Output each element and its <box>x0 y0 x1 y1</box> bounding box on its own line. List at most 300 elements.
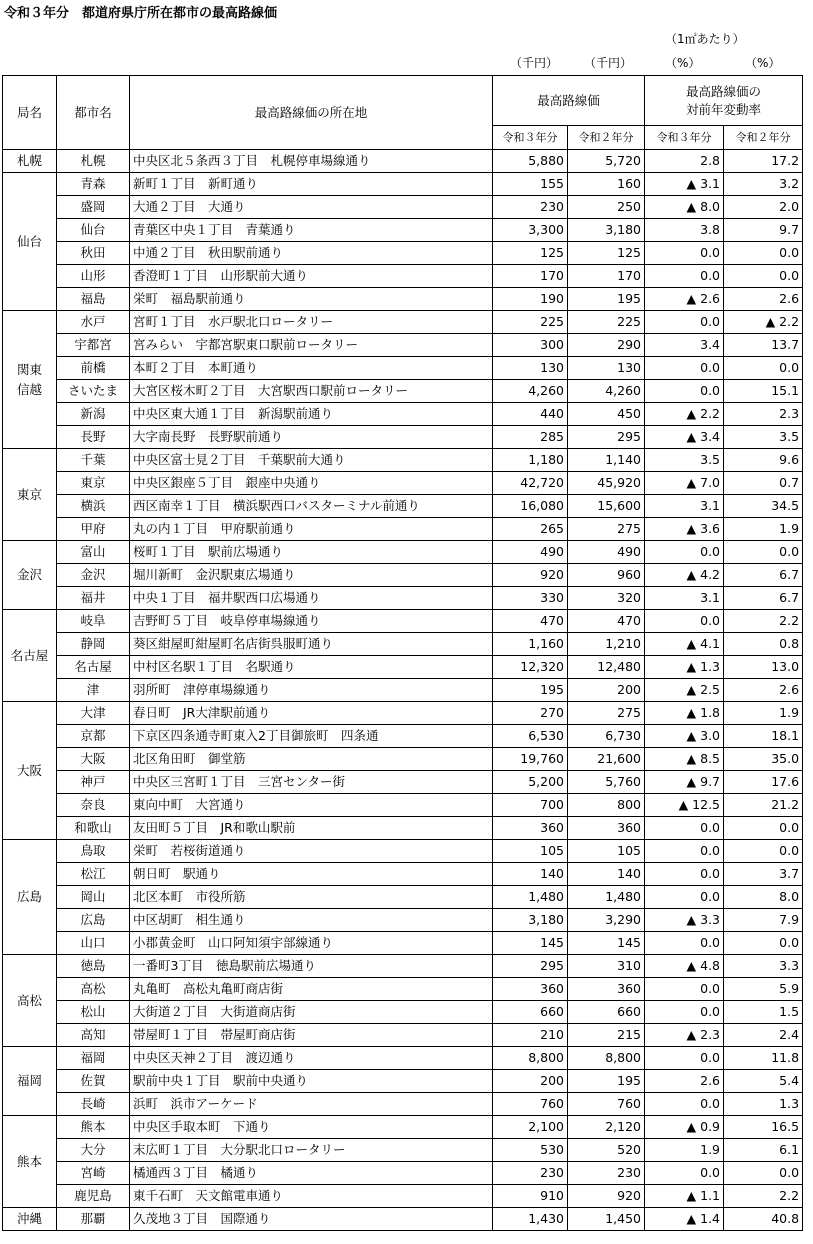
price-r3-cell: 230 <box>493 1162 568 1185</box>
price-r2-cell: 195 <box>568 288 645 311</box>
location-cell: 中央１丁目 福井駅西口広場通り <box>130 587 493 610</box>
table-row <box>3 495 803 518</box>
change-r3-cell: 3.1 <box>645 587 724 610</box>
location-cell: 新町１丁目 新町通り <box>130 173 493 196</box>
price-r2-cell: 310 <box>568 955 645 978</box>
location-cell: 丸の内１丁目 甲府駅前通り <box>130 518 493 541</box>
change-r3-cell: 1.9 <box>645 1139 724 1162</box>
price-r3-cell: 760 <box>493 1093 568 1116</box>
header-change-r3: 令和３年分 <box>645 126 724 150</box>
location-cell: 朝日町 駅通り <box>130 863 493 886</box>
table-row <box>3 748 803 771</box>
location-cell: 中央区東大通１丁目 新潟駅前通り <box>130 403 493 426</box>
bureau-cell: 金沢 <box>3 541 57 610</box>
location-cell: 橘通西３丁目 橘通り <box>130 1162 493 1185</box>
table-row <box>3 656 803 679</box>
table-row <box>3 1162 803 1185</box>
change-r2-cell: 35.0 <box>724 748 803 771</box>
change-r2-cell: 2.2 <box>724 1185 803 1208</box>
change-r3-cell: 0.0 <box>645 311 724 334</box>
city-cell: 奈良 <box>57 794 130 817</box>
bureau-cell: 仙台 <box>3 173 57 311</box>
price-r3-cell: 210 <box>493 1024 568 1047</box>
change-r2-cell: 9.7 <box>724 219 803 242</box>
change-r3-cell: ▲ 1.8 <box>645 702 724 725</box>
price-r2-cell: 1,210 <box>568 633 645 656</box>
change-r3-cell: ▲ 1.1 <box>645 1185 724 1208</box>
price-r2-cell: 45,920 <box>568 472 645 495</box>
unit-per-area: （1㎡あたり） <box>665 32 745 46</box>
city-cell: 徳島 <box>57 955 130 978</box>
table-row <box>3 1093 803 1116</box>
change-r2-cell: 0.0 <box>724 357 803 380</box>
table-row <box>3 518 803 541</box>
location-cell: 中村区名駅１丁目 名駅通り <box>130 656 493 679</box>
change-r3-cell: 3.5 <box>645 449 724 472</box>
price-r3-cell: 1,430 <box>493 1208 568 1231</box>
bureau-cell: 東京 <box>3 449 57 541</box>
city-cell: 福井 <box>57 587 130 610</box>
city-cell: 大阪 <box>57 748 130 771</box>
header-price-r2: 令和２年分 <box>568 126 645 150</box>
change-r3-cell: ▲ 3.6 <box>645 518 724 541</box>
table-row <box>3 955 803 978</box>
table-row <box>3 817 803 840</box>
change-r2-cell: 21.2 <box>724 794 803 817</box>
price-r3-cell: 42,720 <box>493 472 568 495</box>
price-r3-cell: 130 <box>493 357 568 380</box>
change-r2-cell: 2.4 <box>724 1024 803 1047</box>
price-r2-cell: 200 <box>568 679 645 702</box>
location-cell: 中央区銀座５丁目 銀座中央通り <box>130 472 493 495</box>
table-row <box>3 311 803 334</box>
change-r2-cell: 16.5 <box>724 1116 803 1139</box>
location-cell: 西区南幸１丁目 横浜駅西口バスターミナル前通り <box>130 495 493 518</box>
location-cell: 北区角田町 御堂筋 <box>130 748 493 771</box>
city-cell: 広島 <box>57 909 130 932</box>
change-r3-cell: ▲ 4.1 <box>645 633 724 656</box>
change-r2-cell: 2.6 <box>724 288 803 311</box>
change-r2-cell: 0.0 <box>724 242 803 265</box>
price-r3-cell: 6,530 <box>493 725 568 748</box>
table-row <box>3 932 803 955</box>
price-r3-cell: 270 <box>493 702 568 725</box>
price-r2-cell: 105 <box>568 840 645 863</box>
change-r3-cell: 0.0 <box>645 1093 724 1116</box>
city-cell: 鹿児島 <box>57 1185 130 1208</box>
price-r3-cell: 19,760 <box>493 748 568 771</box>
price-r3-cell: 530 <box>493 1139 568 1162</box>
price-r2-cell: 760 <box>568 1093 645 1116</box>
change-r3-cell: ▲ 2.6 <box>645 288 724 311</box>
location-cell: 本町２丁目 本町通り <box>130 357 493 380</box>
city-cell: 名古屋 <box>57 656 130 679</box>
change-r3-cell: 3.8 <box>645 219 724 242</box>
table-row <box>3 1208 803 1231</box>
table-row <box>3 840 803 863</box>
change-r2-cell: 2.3 <box>724 403 803 426</box>
change-r2-cell: 13.7 <box>724 334 803 357</box>
table-body <box>3 150 803 1231</box>
table-row <box>3 403 803 426</box>
city-cell: 水戸 <box>57 311 130 334</box>
table-row <box>3 1001 803 1024</box>
price-r3-cell: 300 <box>493 334 568 357</box>
table-row <box>3 242 803 265</box>
header-change <box>645 76 803 126</box>
table-row <box>3 196 803 219</box>
location-cell: 中区胡町 相生通り <box>130 909 493 932</box>
location-cell: 浜町 浜市アーケード <box>130 1093 493 1116</box>
table-row <box>3 150 803 173</box>
change-r2-cell: 2.6 <box>724 679 803 702</box>
change-r3-cell: 0.0 <box>645 886 724 909</box>
change-r3-cell: ▲ 7.0 <box>645 472 724 495</box>
location-cell: 下京区四条通寺町東入2丁目御旅町 四条通 <box>130 725 493 748</box>
city-cell: 静岡 <box>57 633 130 656</box>
location-cell: 一番町3丁目 徳島駅前広場通り <box>130 955 493 978</box>
change-r3-cell: ▲ 1.3 <box>645 656 724 679</box>
header-city: 都市名 <box>57 76 130 150</box>
header-price-r3: 令和３年分 <box>493 126 568 150</box>
change-r3-cell: ▲ 0.9 <box>645 1116 724 1139</box>
city-cell: 東京 <box>57 472 130 495</box>
price-r3-cell: 105 <box>493 840 568 863</box>
change-r3-cell: ▲ 8.0 <box>645 196 724 219</box>
price-r3-cell: 195 <box>493 679 568 702</box>
change-r2-cell: 9.6 <box>724 449 803 472</box>
price-r3-cell: 16,080 <box>493 495 568 518</box>
change-r2-cell: 1.9 <box>724 702 803 725</box>
location-cell: 青葉区中央１丁目 青葉通り <box>130 219 493 242</box>
table-row <box>3 1185 803 1208</box>
price-r2-cell: 140 <box>568 863 645 886</box>
city-cell: 前橋 <box>57 357 130 380</box>
city-cell: 千葉 <box>57 449 130 472</box>
location-cell: 大字南長野 長野駅前通り <box>130 426 493 449</box>
price-r2-cell: 250 <box>568 196 645 219</box>
table-row <box>3 725 803 748</box>
city-cell: 秋田 <box>57 242 130 265</box>
bureau-cell: 福岡 <box>3 1047 57 1116</box>
price-r3-cell: 3,300 <box>493 219 568 242</box>
change-r2-cell: 3.7 <box>724 863 803 886</box>
table-row <box>3 357 803 380</box>
city-cell: 甲府 <box>57 518 130 541</box>
location-cell: 東千石町 天文館電車通り <box>130 1185 493 1208</box>
change-r3-cell: 0.0 <box>645 610 724 633</box>
price-r2-cell: 450 <box>568 403 645 426</box>
location-cell: 葵区紺屋町紺屋町名店街呉服町通り <box>130 633 493 656</box>
table-row <box>3 449 803 472</box>
price-r2-cell: 4,260 <box>568 380 645 403</box>
change-r3-cell: 0.0 <box>645 978 724 1001</box>
change-r3-cell: ▲ 1.4 <box>645 1208 724 1231</box>
change-r2-cell: 2.2 <box>724 610 803 633</box>
change-r2-cell: 13.0 <box>724 656 803 679</box>
change-r2-cell: 0.0 <box>724 932 803 955</box>
price-r2-cell: 195 <box>568 1070 645 1093</box>
change-r3-cell: 3.4 <box>645 334 724 357</box>
price-r3-cell: 2,100 <box>493 1116 568 1139</box>
change-r2-cell: 0.0 <box>724 265 803 288</box>
change-r2-cell: 6.7 <box>724 564 803 587</box>
price-r3-cell: 700 <box>493 794 568 817</box>
change-r3-cell: ▲ 3.3 <box>645 909 724 932</box>
change-r2-cell: 0.8 <box>724 633 803 656</box>
change-r3-cell: 2.6 <box>645 1070 724 1093</box>
price-r2-cell: 5,720 <box>568 150 645 173</box>
price-r2-cell: 360 <box>568 817 645 840</box>
table-row <box>3 886 803 909</box>
change-r3-cell: 0.0 <box>645 265 724 288</box>
price-r2-cell: 290 <box>568 334 645 357</box>
change-r2-cell: ▲ 2.2 <box>724 311 803 334</box>
city-cell: 長野 <box>57 426 130 449</box>
price-r2-cell: 130 <box>568 357 645 380</box>
change-r3-cell: 0.0 <box>645 840 724 863</box>
city-cell: 熊本 <box>57 1116 130 1139</box>
change-r3-cell: ▲ 3.4 <box>645 426 724 449</box>
table-row <box>3 334 803 357</box>
price-r2-cell: 920 <box>568 1185 645 1208</box>
change-r3-cell: ▲ 2.3 <box>645 1024 724 1047</box>
change-r2-cell: 5.4 <box>724 1070 803 1093</box>
change-r3-cell: 3.1 <box>645 495 724 518</box>
change-r3-cell: ▲ 3.0 <box>645 725 724 748</box>
city-cell: 松江 <box>57 863 130 886</box>
price-r2-cell: 12,480 <box>568 656 645 679</box>
city-cell: 神戸 <box>57 771 130 794</box>
price-r2-cell: 215 <box>568 1024 645 1047</box>
table-row <box>3 219 803 242</box>
table-row <box>3 380 803 403</box>
price-r3-cell: 1,160 <box>493 633 568 656</box>
price-r3-cell: 1,480 <box>493 886 568 909</box>
price-r3-cell: 440 <box>493 403 568 426</box>
price-r3-cell: 230 <box>493 196 568 219</box>
price-r3-cell: 360 <box>493 978 568 1001</box>
page-title: 令和３年分 都道府県庁所在都市の最高路線価 <box>4 6 278 21</box>
location-cell: 帯屋町１丁目 帯屋町商店街 <box>130 1024 493 1047</box>
city-cell: 鳥取 <box>57 840 130 863</box>
bureau-cell: 熊本 <box>3 1116 57 1208</box>
change-r2-cell: 11.8 <box>724 1047 803 1070</box>
change-r2-cell: 34.5 <box>724 495 803 518</box>
header-price: 最高路線価 <box>493 76 645 126</box>
city-cell: さいたま <box>57 380 130 403</box>
table-row <box>3 173 803 196</box>
location-cell: 末広町１丁目 大分駅北口ロータリー <box>130 1139 493 1162</box>
location-cell: 桜町１丁目 駅前広場通り <box>130 541 493 564</box>
change-r3-cell: 0.0 <box>645 242 724 265</box>
city-cell: 岐阜 <box>57 610 130 633</box>
price-r3-cell: 4,260 <box>493 380 568 403</box>
city-cell: 大津 <box>57 702 130 725</box>
location-cell: 大宮区桜木町２丁目 大宮駅西口駅前ロータリー <box>130 380 493 403</box>
unit-thousand-yen-r3: （千円） <box>510 56 559 70</box>
location-cell: 春日町 JR大津駅前通り <box>130 702 493 725</box>
city-cell: 福岡 <box>57 1047 130 1070</box>
table-row <box>3 863 803 886</box>
change-r3-cell: ▲ 9.7 <box>645 771 724 794</box>
location-cell: 東向中町 大宮通り <box>130 794 493 817</box>
table-row <box>3 288 803 311</box>
change-r2-cell: 1.3 <box>724 1093 803 1116</box>
price-r2-cell: 470 <box>568 610 645 633</box>
price-r2-cell: 295 <box>568 426 645 449</box>
location-cell: 宮みらい 宇都宮駅東口駅前ロータリー <box>130 334 493 357</box>
price-r3-cell: 285 <box>493 426 568 449</box>
table-row <box>3 909 803 932</box>
table-row <box>3 610 803 633</box>
change-r3-cell: 0.0 <box>645 1047 724 1070</box>
city-cell: 岡山 <box>57 886 130 909</box>
table-row <box>3 426 803 449</box>
bureau-cell: 札幌 <box>3 150 57 173</box>
change-r3-cell: 0.0 <box>645 817 724 840</box>
price-r3-cell: 265 <box>493 518 568 541</box>
price-r3-cell: 920 <box>493 564 568 587</box>
location-cell: 中央区手取本町 下通り <box>130 1116 493 1139</box>
city-cell: 高松 <box>57 978 130 1001</box>
price-r2-cell: 800 <box>568 794 645 817</box>
change-r2-cell: 15.1 <box>724 380 803 403</box>
price-r2-cell: 660 <box>568 1001 645 1024</box>
price-r3-cell: 1,180 <box>493 449 568 472</box>
table-row <box>3 587 803 610</box>
price-r2-cell: 1,450 <box>568 1208 645 1231</box>
price-r2-cell: 5,760 <box>568 771 645 794</box>
price-r3-cell: 360 <box>493 817 568 840</box>
location-cell: 栄町 福島駅前通り <box>130 288 493 311</box>
city-cell: 佐賀 <box>57 1070 130 1093</box>
price-r2-cell: 490 <box>568 541 645 564</box>
city-cell: 松山 <box>57 1001 130 1024</box>
header-change-line2: 対前年変動率 <box>686 101 762 117</box>
location-cell: 丸亀町 高松丸亀町商店街 <box>130 978 493 1001</box>
unit-percent-r3: （%） <box>665 56 701 70</box>
price-r2-cell: 2,120 <box>568 1116 645 1139</box>
price-r2-cell: 1,140 <box>568 449 645 472</box>
price-r3-cell: 155 <box>493 173 568 196</box>
city-cell: 金沢 <box>57 564 130 587</box>
location-cell: 中央区富士見２丁目 千葉駅前大通り <box>130 449 493 472</box>
price-r3-cell: 330 <box>493 587 568 610</box>
price-r3-cell: 12,320 <box>493 656 568 679</box>
unit-percent-r2: （%） <box>745 56 781 70</box>
change-r2-cell: 3.5 <box>724 426 803 449</box>
change-r3-cell: 0.0 <box>645 1001 724 1024</box>
price-r3-cell: 910 <box>493 1185 568 1208</box>
unit-thousand-yen-r2: （千円） <box>584 56 633 70</box>
price-r2-cell: 21,600 <box>568 748 645 771</box>
change-r3-cell: 0.0 <box>645 357 724 380</box>
location-cell: 中通２丁目 秋田駅前通り <box>130 242 493 265</box>
location-cell: 小郡黄金町 山口阿知須宇部線通り <box>130 932 493 955</box>
location-cell: 北区本町 市役所筋 <box>130 886 493 909</box>
change-r2-cell: 3.3 <box>724 955 803 978</box>
price-r3-cell: 145 <box>493 932 568 955</box>
bureau-cell: 広島 <box>3 840 57 955</box>
location-cell: 香澄町１丁目 山形駅前大通り <box>130 265 493 288</box>
change-r3-cell: 0.0 <box>645 541 724 564</box>
price-r3-cell: 470 <box>493 610 568 633</box>
price-r3-cell: 490 <box>493 541 568 564</box>
change-r2-cell: 0.7 <box>724 472 803 495</box>
table-row <box>3 679 803 702</box>
table-row <box>3 541 803 564</box>
change-r2-cell: 6.1 <box>724 1139 803 1162</box>
price-r3-cell: 125 <box>493 242 568 265</box>
land-price-table <box>2 75 803 1231</box>
header-change-line1: 最高路線価の <box>686 83 762 99</box>
table-row <box>3 702 803 725</box>
table-row <box>3 771 803 794</box>
bureau-cell: 大阪 <box>3 702 57 840</box>
price-r3-cell: 200 <box>493 1070 568 1093</box>
price-r2-cell: 6,730 <box>568 725 645 748</box>
change-r3-cell: ▲ 4.8 <box>645 955 724 978</box>
city-cell: 青森 <box>57 173 130 196</box>
price-r2-cell: 145 <box>568 932 645 955</box>
location-cell: 友田町５丁目 JR和歌山駅前 <box>130 817 493 840</box>
city-cell: 新潟 <box>57 403 130 426</box>
price-r3-cell: 5,880 <box>493 150 568 173</box>
price-r3-cell: 170 <box>493 265 568 288</box>
header-location: 最高路線価の所在地 <box>130 76 493 150</box>
location-cell: 大街道２丁目 大街道商店街 <box>130 1001 493 1024</box>
bureau-cell: 関東信越 <box>3 311 57 449</box>
bureau-cell: 高松 <box>3 955 57 1047</box>
price-r2-cell: 520 <box>568 1139 645 1162</box>
city-cell: 盛岡 <box>57 196 130 219</box>
location-cell: 羽所町 津停車場線通り <box>130 679 493 702</box>
price-r2-cell: 960 <box>568 564 645 587</box>
change-r2-cell: 40.8 <box>724 1208 803 1231</box>
table-row <box>3 1047 803 1070</box>
city-cell: 宇都宮 <box>57 334 130 357</box>
change-r2-cell: 5.9 <box>724 978 803 1001</box>
change-r2-cell: 1.5 <box>724 1001 803 1024</box>
price-r3-cell: 8,800 <box>493 1047 568 1070</box>
table-row <box>3 794 803 817</box>
table-row <box>3 564 803 587</box>
table-row <box>3 1139 803 1162</box>
change-r2-cell: 3.2 <box>724 173 803 196</box>
change-r3-cell: ▲ 12.5 <box>645 794 724 817</box>
price-r2-cell: 320 <box>568 587 645 610</box>
location-cell: 中央区北５条西３丁目 札幌停車場線通り <box>130 150 493 173</box>
header-change-r2: 令和２年分 <box>724 126 803 150</box>
header-bureau: 局名 <box>3 76 57 150</box>
city-cell: 那覇 <box>57 1208 130 1231</box>
table-row <box>3 1024 803 1047</box>
location-cell: 大通２丁目 大通り <box>130 196 493 219</box>
city-cell: 和歌山 <box>57 817 130 840</box>
price-r3-cell: 660 <box>493 1001 568 1024</box>
change-r2-cell: 0.0 <box>724 840 803 863</box>
price-r2-cell: 3,290 <box>568 909 645 932</box>
table-row <box>3 1070 803 1093</box>
city-cell: 大分 <box>57 1139 130 1162</box>
city-cell: 札幌 <box>57 150 130 173</box>
change-r2-cell: 0.0 <box>724 817 803 840</box>
location-cell: 久茂地３丁目 国際通り <box>130 1208 493 1231</box>
table-row <box>3 978 803 1001</box>
city-cell: 仙台 <box>57 219 130 242</box>
price-r2-cell: 1,480 <box>568 886 645 909</box>
